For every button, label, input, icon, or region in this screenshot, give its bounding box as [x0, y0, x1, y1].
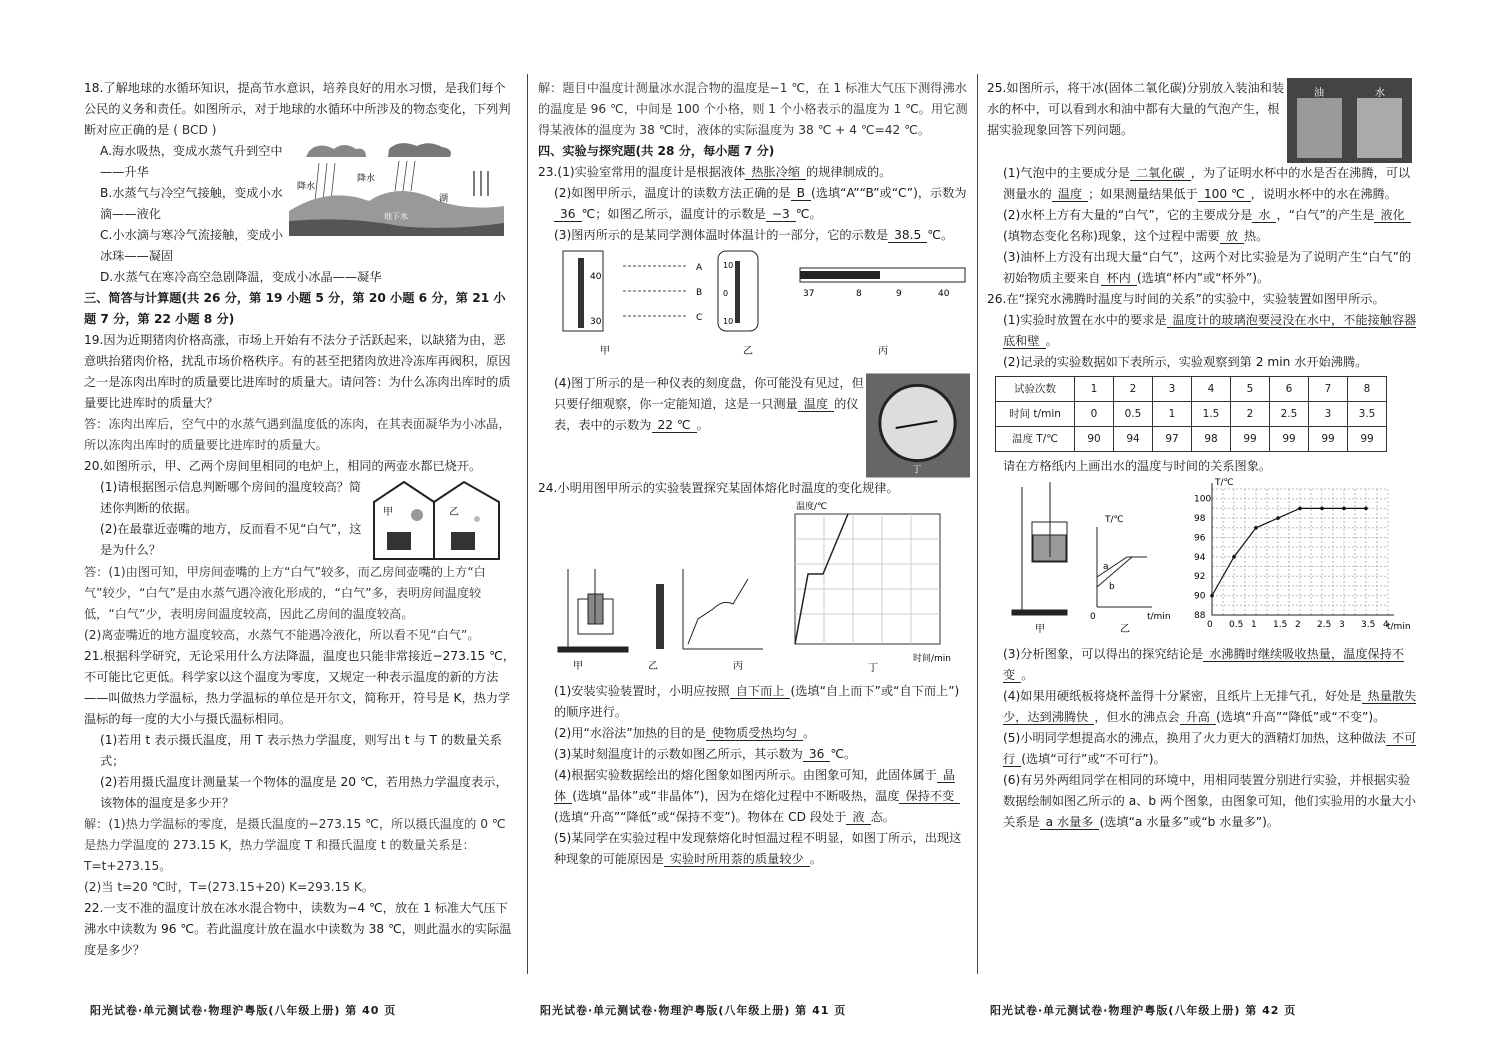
x-tick-label: 1: [1251, 620, 1257, 630]
fig-label-lake: 湖: [439, 194, 449, 204]
boiling-graph-grid: [1194, 483, 1394, 630]
q24-answer-1: 自下而上: [730, 684, 791, 699]
q23-part4: (4)图丁所示的是一种仪表的刻度盘，你可能没有见过，但只要仔细观察，你一定能知道，这是一只测量 温度 的仪表，表中的示数为 22 ℃ 。: [554, 376, 864, 432]
data-point: [1210, 594, 1214, 598]
q25-stem: 25.如图所示，将干冰(固体二氧化碳)分别放入装油和装水的杯中，可以看到水和油中都有大量的气泡产生，根据实验现象回答下列问题。: [987, 81, 1285, 137]
data-point: [1232, 555, 1236, 559]
small-graph-x-label: t/min: [1147, 612, 1171, 622]
q24-answer-2: 使物质受热均匀: [706, 726, 803, 741]
y-tick-label: 96: [1194, 533, 1206, 544]
q19-answer: 答：冻肉出库后，空气中的水蒸气遇到温度低的冻肉，在其表面凝华为小冰晶，所以冻肉出库时的质量要比进库时的质量大。: [84, 417, 511, 452]
q25-answer-6: 放: [1220, 229, 1244, 244]
q25-part1: (1)气泡中的主要成分是 二氧化碳 ，为了证明水杯中的水是否在沸腾，可以测量水的 温度 ；如果测量结果低于 100 ℃ ，说明水杯中的水在沸腾。: [1003, 166, 1411, 201]
x-tick-label: 0: [1207, 620, 1213, 630]
q24-part1: (1)安装实验装置时，小明应按照 自下而上 (选填“自上而下”或“自下而上”)的顺序进行。: [554, 684, 960, 719]
eye-label-a: A: [696, 263, 703, 273]
footer-page-40: 阳光试卷·单元测试卷·物理沪粤版(八年级上册) 第 40 页: [90, 1004, 397, 1017]
q24-graph-y-label: 温度/℃: [796, 502, 828, 512]
q24-answer-3: 36: [803, 747, 831, 762]
q24-answer-7: 实验时所用萘的质量较少: [664, 852, 810, 867]
q23-answer-1: 热胀冷缩: [745, 165, 806, 180]
data-point: [1364, 507, 1368, 511]
data-point: [1276, 516, 1280, 520]
therm-a-tick-30: 30: [590, 317, 602, 327]
column-divider-1: [527, 74, 528, 974]
footer-page-41: 阳光试卷·单元测试卷·物理沪粤版(八年级上册) 第 41 页: [540, 1004, 847, 1017]
x-tick-label: 0.5: [1229, 620, 1244, 630]
column-divider-2: [977, 74, 978, 974]
photo-label-water: 水: [1375, 88, 1385, 99]
thermometer-figures: [538, 246, 970, 366]
boiling-figures: [987, 477, 1421, 637]
q24-stem: 24.小明用图甲所示的实验装置探究某固体熔化时温度的变化规律。: [538, 481, 899, 495]
q26-answer-1: 温度计的玻璃泡要浸没在水中，不能接触容器底和壁: [1003, 313, 1417, 348]
ruler-tick-37: 37: [803, 289, 815, 299]
y-tick-label: 90: [1194, 591, 1206, 602]
q21-sub2: (2)若用摄氏温度计测量某一个物体的温度是 20 ℃，若用热力学温度表示，该物体的温度是多少开？: [100, 775, 508, 810]
q26-part3: (3)分析图象，可以得出的探究结论是 水沸腾时继续吸收热量，温度保持不变 。: [1003, 647, 1405, 682]
fig-label-jia: 甲: [600, 346, 610, 357]
q26-fig-label-jia: 甲: [1035, 624, 1045, 635]
q24-answer-4: 晶体: [554, 768, 956, 803]
fig-label-groundwater: 地下水: [384, 212, 408, 221]
q26-part6: (6)有另外两组同学在相同的环境中，用相同装置分别进行实验，并根据实验数据绘制如图乙所示的 a、b 两个图象，由图象可知，他们实验用的水量大小关系是 a 水量多 (选填“a 水量多”或“b 水量多”)。: [1003, 773, 1416, 829]
q26-part5: (5)小明同学想提高水的沸点，换用了火力更大的酒精灯加热，这种做法 不可行 (选填“可行”或“不可行”)。: [1003, 731, 1417, 766]
q26-part2: (2)记录的实验数据如下表所示，实验观察到第 2 min 水开始沸腾。: [1003, 355, 1368, 369]
ruler-tick-40: 40: [938, 289, 950, 299]
q24-fig-label-ding: 丁: [868, 663, 878, 674]
q24-answer-5: 保持不变: [899, 789, 960, 804]
room-label-yi: 乙: [449, 507, 459, 518]
q26-answer-3: 水沸腾时继续吸收热量，温度保持不变: [1003, 647, 1405, 682]
q18-option-c: C.小水滴与寒冷气流接触，变成小冰珠——凝固: [100, 228, 284, 263]
ruler-tick-39: 9: [896, 289, 902, 299]
q23-answer-7: 22 ℃: [652, 418, 697, 433]
q25-part2: (2)水杯上方有大量的“白气”，它的主要成分是 水 ，“白气”的产生是 液化(填物态变化名称)现象，这个过程中需要 放 热。: [987, 205, 1421, 247]
q26-answer-6: 不可行: [1003, 731, 1417, 766]
q22-stem: 22.一支不准的温度计放在冰水混合物中，读数为−4 ℃，放在 1 标准大气压下沸水中读数为 96 ℃。若此温度计放在温水中读数为 38 ℃，则此温水的实际温度是多少？: [84, 901, 512, 957]
fig-label-rain-left: 降水: [297, 182, 316, 192]
q21-stem: 21.根据科学研究，无论采用什么方法降温，温度也只能非常接近−273.15 ℃，不可能比它更低。科学家以这个温度为零度，又规定一种表示温度的新的方法——叫做热力学温标，热力学温标的单位是开尔文，简称开，符号是 K，热力学温标的每一度的大小与摄氏温标相同。: [84, 649, 516, 726]
q21-answer-1: 解：(1)热力学温标的零度，是摄氏温度的−273.15 ℃，所以摄氏温度的 0 ℃是热力学温度的 273.15 K，热力学温度 T 和摄氏温度 t 的数量关系是：T=t+273.15。: [84, 817, 506, 873]
table-row: 时间 t/min 0 0.5 1 1.5 2 2.5 3 3.5: [996, 402, 1387, 427]
therm-b-tick-10-top: 10: [723, 261, 734, 270]
fig-label-yi: 乙: [743, 346, 753, 357]
q25-answer-5: 液化: [1374, 208, 1410, 223]
data-point: [1254, 526, 1258, 530]
ruler-tick-38: 8: [856, 289, 862, 299]
q25-answer-1: 二氧化碳: [1130, 166, 1191, 181]
q21-sub1: (1)若用 t 表示摄氏温度，用 T 表示热力学温度，则写出 t 与 T 的数量关系式；: [100, 733, 502, 768]
boil-graph-x-label: t/min: [1387, 622, 1411, 632]
q23-answer-4: −3: [766, 207, 796, 222]
dial-gauge-figure: [866, 373, 970, 478]
q18-option-d: D.水蒸气在寒冷高空急剧降温，变成小冰晶——凝华: [100, 270, 382, 284]
q20-sub2: (2)在最靠近壶嘴的地方，反而看不见“白气”，这是为什么？: [100, 522, 362, 557]
therm-b-tick-10-bottom: 10: [723, 317, 734, 326]
photo-label-oil: 油: [1314, 88, 1324, 99]
y-tick-label: 100: [1194, 494, 1212, 505]
footer-page-42: 阳光试卷·单元测试卷·物理沪粤版(八年级上册) 第 42 页: [990, 1004, 1297, 1017]
q23-answer-2: B: [791, 186, 811, 201]
q25-part3: (3)油杯上方没有出现大量“白气”，这两个对比实验是为了说明产生“白气”的初始物质主要来自 杯内 (选填“杯内”或“杯外”)。: [1003, 250, 1412, 285]
small-graph-y-label: T/℃: [1105, 515, 1124, 525]
two-rooms-figure: [369, 477, 509, 562]
q26-part4: (4)如果用硬纸板将烧杯盖得十分紧密，且纸片上无排气孔，好处是 热量散失少，达到沸腾快 ，但水的沸点会 升高 (选填“升高”“降低”或“不变”)。: [1003, 689, 1417, 724]
y-tick-label: 94: [1194, 552, 1206, 563]
melting-experiment-figures: [538, 499, 970, 674]
q24-graph-x-label: 时间/min: [913, 654, 952, 664]
eye-label-c: C: [696, 313, 703, 323]
q24-fig-label-jia: 甲: [573, 661, 583, 672]
q23-answer-6: 温度: [798, 397, 834, 412]
q25-answer-3: 100 ℃: [1198, 187, 1251, 202]
small-graph-line-a: a: [1103, 562, 1109, 572]
q23-part2: (2)如图甲所示，温度计的读数方法正确的是 B (选填“A”“B”或“C”)，示数为36 ℃；如图乙所示，温度计的示数是 −3 ℃。: [554, 186, 967, 221]
q21-answer-2: (2)当 t=20 ℃时，T=(273.15+20) K=293.15 K。: [84, 880, 375, 894]
room-label-jia: 甲: [383, 507, 393, 518]
eye-label-b: B: [696, 288, 703, 298]
q24-part3: (3)某时刻温度计的示数如图乙所示，其示数为 36 ℃。: [554, 747, 857, 761]
q20-answer-2: (2)离壶嘴近的地方温度较高，水蒸气不能遇冷液化，所以看不见“白气”。: [84, 628, 480, 642]
q26-answer-4: 热量散失少，达到沸腾快: [1003, 689, 1417, 724]
data-point: [1342, 507, 1346, 511]
therm-b-tick-0: 0: [723, 289, 729, 298]
x-tick-label: 3: [1339, 620, 1345, 630]
boil-graph-y-label: T/℃: [1215, 478, 1234, 488]
q24-part5: (5)某同学在实验过程中发现蔡熔化时恒温过程不明显，如图丁所示，出现这种现象的可能原因是 实验时所用萘的质量较少 。: [554, 831, 962, 866]
q23-part1: 23.(1)实验室常用的温度计是根据液体 热胀冷缩 的规律制成的。: [538, 165, 892, 179]
q18-stem: 18.了解地球的水循环知识，提高节水意识，培养良好的用水习惯，是我们每个公民的义务和责任。如图所示，对于地球的水循环中所涉及的物态变化，下列判断对应正确的是 ( BCD ): [84, 81, 511, 137]
q20-answer-1: 答：(1)由图可知，甲房间壶嘴的上方“白气”较多，而乙房间壶嘴的上方“白气”较少，“白气”是由水蒸气遇冷液化形成的，“白气”多，表明房间温度较低，“白气”少，表明房间温度较高，因此乙房间的温度较高。: [84, 565, 486, 621]
q20-sub1: (1)请根据图示信息判断哪个房间的温度较高？简述你判断的依据。: [100, 480, 362, 515]
water-cycle-figure: [289, 141, 504, 236]
table-row: 温度 T/℃ 90 94 97 98 99 99 99 99: [996, 427, 1387, 452]
q26-part1: (1)实验时放置在水中的要求是 温度计的玻璃泡要浸没在水中，不能接触容器底和壁 。: [1003, 313, 1417, 348]
q26-fig-label-yi: 乙: [1120, 624, 1130, 635]
q19-stem: 19.因为近期猪肉价格高涨，市场上开始有不法分子活跃起来，以缺猪为由，恶意哄抬猪肉价格，扰乱市场价格秩序。有的甚至把猪肉放进冷冻库再阀积，原因之一是冻肉出库时的质量要比进库时的质量大。请问答：为什么冻肉出库时的质量要比进库时的质量大？: [84, 333, 511, 410]
data-point: [1320, 507, 1324, 511]
q25-answer-4: 水: [1252, 208, 1276, 223]
x-tick-label: 1.5: [1273, 620, 1288, 630]
x-tick-label: 2.5: [1317, 620, 1332, 630]
page-42-column: [987, 78, 1421, 833]
q18-option-b: B.水蒸气与冷空气接触，变成小水滴——液化: [100, 186, 283, 221]
page-41-column: [538, 78, 970, 870]
q24-part2: (2)用“水浴法”加热的目的是 使物质受热均匀 。: [554, 726, 816, 740]
q23-answer-5: 38.5: [888, 228, 927, 243]
data-point: [1298, 507, 1302, 511]
page-40-column: [84, 78, 516, 961]
x-tick-label: 4: [1383, 620, 1389, 630]
fig-label-rain-right: 降水: [357, 174, 376, 184]
table-row: 试验次数 1 2 3 4 5 6 7 8: [996, 377, 1387, 402]
q26-answer-7: a 水量多: [1040, 815, 1100, 830]
dial-label: 丁: [912, 465, 922, 476]
small-graph-origin: 0: [1090, 612, 1096, 622]
q23-answer-3: 36: [554, 207, 582, 222]
boiling-data-table: [995, 376, 1387, 452]
q24-part4: (4)根据实验数据绘出的熔化图象如图丙所示。由图象可知，此固体属于 晶体 (选填“晶体”或“非晶体”)，因为在熔化过程中不断吸热，温度 保持不变(选填“升高”“降低”或“保持不变”)。物体在 CD 段处于 液 态。: [538, 765, 970, 828]
q22-answer: 解：题目中温度计测量冰水混合物的温度是−1 ℃，在 1 标准大气压下测得沸水的温度是 96 ℃，中间是 100 个小格，则 1 个小格表示的温度为 1 ℃。用它测得某液体的温度为 38 ℃时，液体的实际温度为 38 ℃ + 4 ℃=42 ℃。: [538, 81, 968, 137]
y-tick-label: 92: [1194, 572, 1206, 583]
y-tick-label: 98: [1194, 514, 1206, 525]
x-tick-label: 3.5: [1361, 620, 1376, 630]
dry-ice-photo: [1287, 78, 1412, 163]
x-tick-label: 2: [1295, 620, 1301, 630]
small-graph-line-b: b: [1109, 582, 1115, 592]
q26-stem: 26.在“探究水沸腾时温度与时间的关系”的实验中，实验装置如图甲所示。: [987, 292, 1385, 306]
q24-fig-label-bing: 丙: [733, 661, 743, 672]
fig-label-bing: 丙: [878, 346, 888, 357]
q20-stem: 20.如图所示，甲、乙两个房间里相同的电炉上，相同的两壶水都已烧开。: [84, 459, 482, 473]
therm-a-tick-40: 40: [590, 272, 602, 282]
q26-answer-5: 升高: [1180, 710, 1216, 725]
section-3-heading: 三、简答与计算题(共 26 分，第 19 小题 5 分，第 20 小题 6 分，第 21 小题 7 分，第 22 小题 8 分): [84, 291, 506, 326]
section-4-heading: 四、实验与探究题(共 28 分，每小题 7 分): [538, 144, 775, 158]
q18-option-a: A.海水吸热，变成水蒸气升到空中——升华: [100, 144, 283, 179]
q26-graph-prompt: 请在方格纸内上画出水的温度与时间的关系图象。: [1003, 459, 1272, 473]
q23-part3: (3)图丙所示的是某同学测体温时体温计的一部分，它的示数是 38.5 ℃。: [554, 228, 954, 242]
q24-fig-label-yi: 乙: [648, 661, 658, 672]
small-ab-graph: [1090, 515, 1171, 635]
q25-answer-2: 温度: [1052, 187, 1088, 202]
q25-answer-7: 杯内: [1101, 271, 1137, 286]
y-tick-label: 88: [1194, 611, 1206, 621]
q24-answer-6: 液: [846, 810, 870, 825]
